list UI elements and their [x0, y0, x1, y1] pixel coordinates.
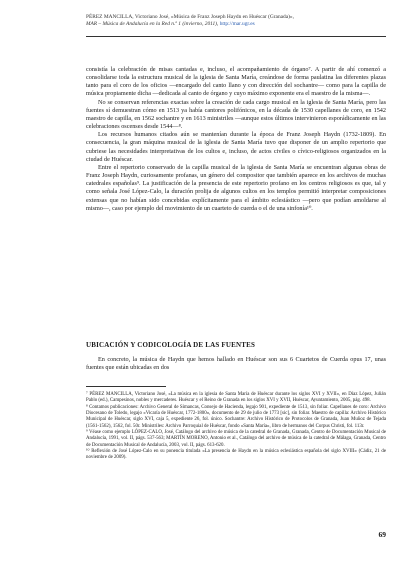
paragraph-4: Entre el repertorio conservado de la capilla musical de la iglesia de Santa María se encuentran algunas obras de Franz Joseph Haydn, curiosamente profanas, un género del compositor que también aparece en los archivos de muchas catedrales españolas⁹. La justificación de la presencia de este repertorio profano en los centros religiosos es que, tal y como señala José López-Calo, la duración prolija de algunos cultos en los templos permitió interpretar composiciones extensas que no habían sido concebidas explícitamente para el ámbito eclesiástico —pero que podían amoldarse al mismo—, caso por ejemplo del movimiento de un cuarteto de cuerda o el de una sinfonía¹⁰.	[86, 163, 386, 212]
header-journal	[86, 21, 386, 28]
footnote-7: ⁷ PÉREZ MANCILLA, Victoriano José, «La música en la iglesia de Santa María de Huéscar durante los siglos XVI y XVII», en Díaz López, Julián Pablo (ed.), Campesinos, nobles y mercaderes. Huéscar y el Reino de Granada en los siglos XVI y XVII, Huéscar, Ayuntamiento, 2005, pág. 498.	[86, 392, 386, 404]
page-number: 69	[378, 530, 386, 539]
paragraph-3: Los recursos humanos citados aún se mantenían durante la época de Franz Joseph Haydn (1732-1809). En consecuencia, la gran máquina musical de la iglesia de Santa María tuvo que disponer de un amplio repertorio que cubriese las necesidades interpretativas de los cultos e, incluso, de actos civiles o cívico-religiosos organizados en la ciudad de Huéscar.	[86, 131, 386, 163]
section-paragraph: En concreto, la música de Haydn que hemos hallado en Huéscar son sus 6 Cuartetos de Cuerda opus 17, unas fuentes que están ubicadas en dos	[86, 356, 386, 372]
footnotes	[86, 392, 386, 462]
paragraph-2: No se conservan referencias exactas sobre la creación de cada cargo musical en la iglesia de Santa María, pero las fuentes sí demuestran cómo en 1513 ya había cantores polifónicos, en la década de 1530 capellanes de coro, en 1542 maestro de capilla, en 1562 sochantre y en 1613 ministriles —aunque estos últimos intervinieron esporádicamente en las celebraciones oscenses desde 1544—⁸.	[86, 98, 386, 131]
footnote-10: ¹⁰ Reflexión de José López-Calo en su ponencia titulada «La presencia de Haydn en la música eclesiástica española del siglo XVIII» (Cádiz, 21 de noviembre de 2009).	[86, 449, 386, 461]
header-journal-title: MAR – Música de Andalucía en la Red n.º 1 (invierno, 2011),	[86, 21, 219, 27]
body-text	[86, 66, 386, 213]
footnote-9: ⁹ Véase como ejemplo LÓPEZ-CALO, José, Catálogo del archivo de música de la catedral de Granada, Granada, Centro de Documentación Musical de Andalucía, 1991, vol. II, págs. 537-563; MARTÍN MORENO, Antonio et al., Catálogo del archivo de música de la catedral de Málaga, Granada, Centro de Documentación Musical de Andalucía, 2003, vol. II, págs. 613-620.	[86, 430, 386, 448]
footnote-divider	[86, 386, 166, 387]
paragraph-1: consistía la celebración de misas cantadas e, incluso, el acompañamiento de órgano⁷. A partir de ahí comenzó a consolidarse toda la estructura musical de la iglesia de Santa María, creándose de forma paulatina las diferentes plazas tanto para el coro de los oficios —encargado del canto llano y con dirección del sochantre— como para la capilla de música propiamente dicha —dedicada al canto de órgano y cuyo máximo exponente era el maestro de la misma—.	[86, 66, 386, 98]
journal-link[interactable]: http://mar.ugr.es	[219, 21, 255, 27]
running-header	[86, 14, 386, 28]
section-heading: UBICACIÓN Y CODICOLOGÍA DE LAS FUENTES	[86, 341, 256, 349]
header-divider	[86, 36, 386, 37]
section-body	[86, 356, 386, 372]
footnote-8: ⁸ Contamos publicaciones: Archivo General de Simancas, Consejo de Hacienda, legajo 901, expediente de 1513, sin foliar. Capellanes de coro: Archivo Diocesano de Toledo, legajo «Vicaría de Huéscar, 1772-1800», documento de 29 de julio de 1773 [sic], sin foliar. Maestro de capilla: Archivo Histórico Municipal de Huéscar, siglo XVI, caja 5, expediente 26, fol. único. Sochantre: Archivo Histórico de Protocolos de Granada, Juan Muñoz de Tejada (1561-1562), 1562, fol. 50r. Ministriles: Archivo Parroquial de Huéscar, fondo «Santa María», libro de hermanos del Corpus Christi, fol. 113r.	[86, 404, 386, 429]
header-citation: PÉREZ MANCILLA, Victoriano José, «Música de Franz Joseph Haydn en Huéscar (Granada)»,	[86, 14, 294, 20]
